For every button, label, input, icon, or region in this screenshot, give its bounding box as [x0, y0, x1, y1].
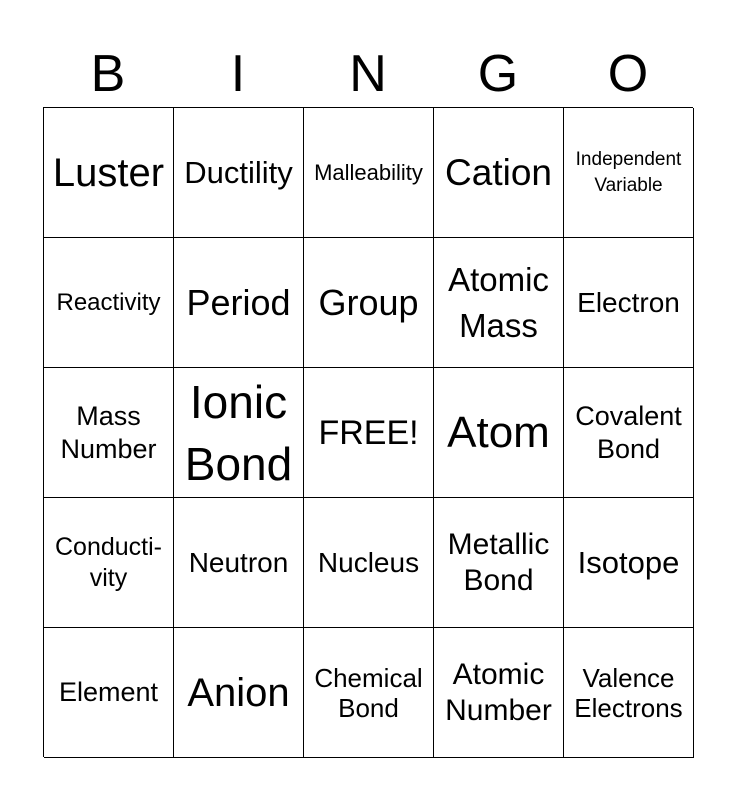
bingo-cell[interactable]: [44, 368, 174, 498]
bingo-cell[interactable]: [174, 628, 304, 758]
cell-label: Element: [58, 677, 159, 707]
cell-label: Atom: [447, 407, 550, 457]
cell-label: Reactivity: [56, 288, 161, 316]
cell-label: Neutron: [188, 546, 289, 578]
cell-label: Covalent Bond: [575, 400, 682, 464]
cell-label: Mass Number: [60, 400, 157, 464]
bingo-cell[interactable]: [434, 108, 564, 238]
cell-label: Atomic Mass: [448, 260, 549, 344]
bingo-cell[interactable]: [434, 238, 564, 368]
cell-label: Luster: [52, 150, 165, 195]
cell-label: Malleability: [314, 159, 423, 185]
bingo-cell[interactable]: [564, 238, 694, 368]
header-letter-o: O: [607, 45, 649, 103]
bingo-cell[interactable]: [44, 108, 174, 238]
bingo-cell[interactable]: [304, 628, 434, 758]
bingo-cell[interactable]: [174, 108, 304, 238]
cell-label: Period: [186, 281, 291, 323]
cell-label: FREE!: [318, 413, 419, 452]
cell-label: Conducti- vity: [55, 532, 162, 592]
bingo-cell[interactable]: [564, 628, 694, 758]
bingo-cell[interactable]: [304, 498, 434, 628]
cell-label: Ductility: [184, 154, 293, 190]
header-letter-g: G: [477, 45, 519, 103]
bingo-cell[interactable]: [434, 498, 564, 628]
bingo-cell[interactable]: [174, 238, 304, 368]
free-space-cell[interactable]: [304, 368, 434, 498]
bingo-cell[interactable]: [564, 368, 694, 498]
bingo-cell[interactable]: [434, 628, 564, 758]
cell-label: Atomic Number: [445, 657, 552, 727]
cell-label: Chemical Bond: [314, 662, 423, 723]
bingo-cell[interactable]: [174, 368, 304, 498]
header-letter-n: N: [349, 45, 387, 103]
bingo-cell[interactable]: [304, 108, 434, 238]
cell-label: Isotope: [577, 544, 680, 580]
cell-label: Group: [318, 281, 419, 323]
header-letter-b: B: [90, 45, 126, 103]
bingo-card-grid: [43, 107, 693, 757]
bingo-cell[interactable]: [44, 498, 174, 628]
cell-label: Anion: [187, 670, 290, 715]
bingo-cell[interactable]: [304, 238, 434, 368]
bingo-cell[interactable]: [564, 108, 694, 238]
bingo-header: [43, 44, 693, 104]
cell-label: Independent Variable: [575, 148, 682, 196]
header-letter-i: I: [230, 45, 246, 103]
bingo-cell[interactable]: [434, 368, 564, 498]
cell-label: Valence Electrons: [574, 662, 683, 723]
cell-label: Cation: [445, 151, 552, 193]
bingo-cell[interactable]: [564, 498, 694, 628]
cell-label: Electron: [577, 286, 680, 318]
bingo-cell[interactable]: [174, 498, 304, 628]
cell-label: Metallic Bond: [447, 527, 550, 597]
bingo-cell[interactable]: [44, 628, 174, 758]
cell-label: Nucleus: [317, 546, 420, 578]
cell-label: Ionic Bond: [184, 375, 293, 490]
bingo-cell[interactable]: [44, 238, 174, 368]
